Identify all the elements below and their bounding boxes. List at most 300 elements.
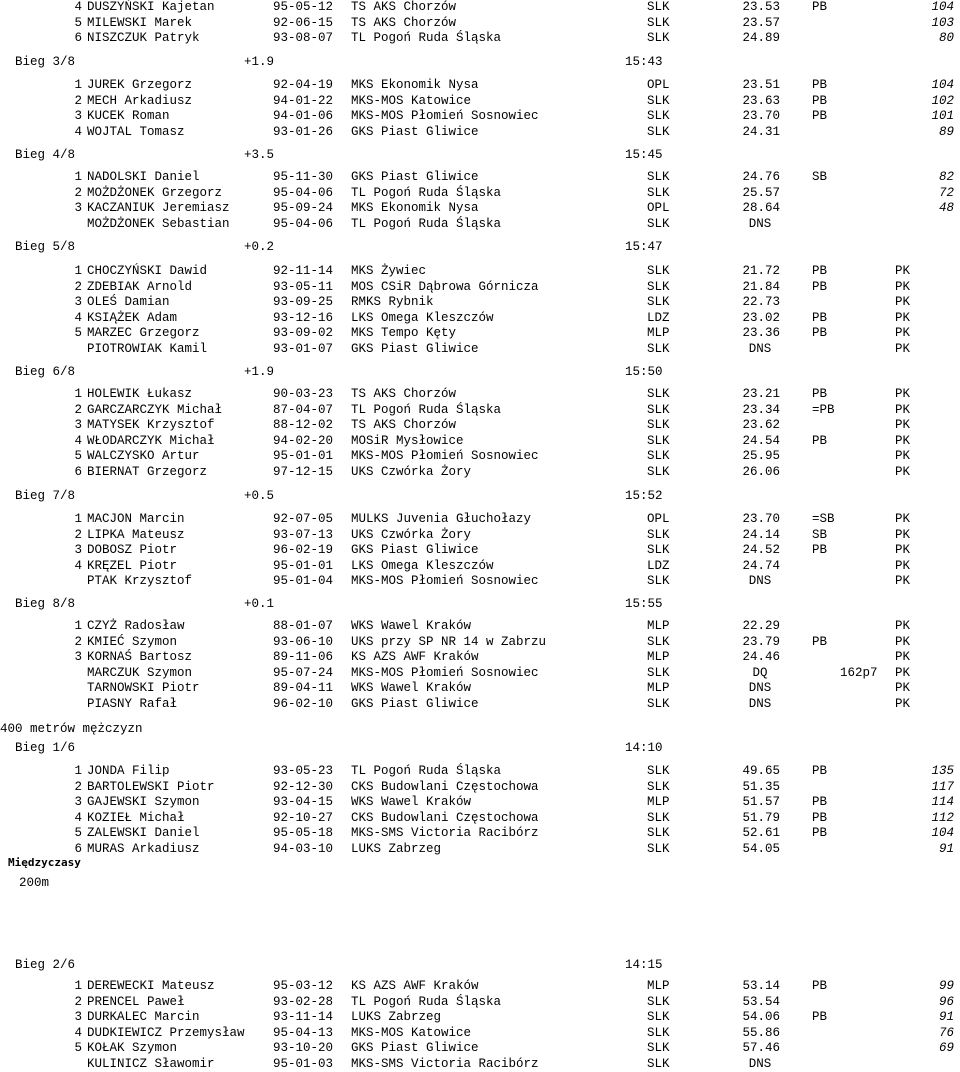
heat-header (0, 55, 960, 70)
result-row (0, 979, 960, 994)
birth-date: 95-04-13 (273, 1025, 334, 1040)
result-time: 23.21 (742, 387, 780, 401)
pk-flag: PK (895, 558, 911, 573)
athlete-name: DUDKIEWICZ Przemysław (87, 1025, 245, 1040)
club-name: MKS-MOS Katowice (351, 1025, 472, 1040)
result-row (0, 764, 960, 779)
club-name: GKS Piast Gliwice (351, 341, 479, 356)
region-code: SLK (647, 216, 670, 231)
birth-date: 93-09-25 (273, 295, 334, 309)
place: 5 (74, 449, 82, 463)
result-time: 24.46 (742, 650, 780, 664)
points: 114 (931, 795, 954, 809)
splits-label-line (0, 855, 960, 870)
athlete-name: GARCZARCZYK Michał (87, 402, 223, 417)
place: 3 (74, 650, 82, 664)
result-row (0, 780, 960, 795)
club-name: KS AZS AWF Kraków (351, 650, 479, 664)
athlete-name: CHOCZYŃSKI Dawid (87, 264, 208, 278)
heat-label: Bieg 3/8 (15, 55, 76, 69)
athlete-name: LIPKA Mateusz (87, 527, 185, 542)
athlete-name: MATYSEK Krzysztof (87, 418, 215, 432)
record-badge: PB (812, 387, 828, 401)
result-row (0, 387, 960, 402)
pk-flag: PK (895, 464, 911, 479)
region-code: SLK (647, 93, 670, 108)
region-code: LDZ (647, 310, 670, 325)
result-time: 23.70 (742, 109, 780, 123)
place: 3 (74, 543, 82, 557)
club-name: MKS-MOS Płomień Sosnowiec (351, 109, 539, 123)
birth-date: 90-03-23 (273, 387, 334, 401)
result-row (0, 418, 960, 433)
region-code: SLK (647, 279, 670, 294)
points: 76 (938, 1025, 954, 1040)
athlete-name: KSIĄŻEK Adam (87, 310, 178, 325)
record-badge: PB (812, 433, 828, 448)
place: 4 (74, 433, 82, 448)
result-row (0, 1026, 960, 1041)
pk-flag: PK (895, 650, 911, 664)
place: 1 (74, 387, 82, 401)
result-time: 24.74 (742, 558, 780, 573)
place: 3 (74, 418, 82, 432)
region-code: SLK (647, 387, 670, 401)
birth-date: 93-02-28 (273, 994, 334, 1009)
athlete-name: MURAS Arkadiusz (87, 841, 200, 856)
athlete-name: DOBOSZ Piotr (87, 543, 178, 557)
result-time: 28.64 (742, 201, 780, 215)
place: 1 (74, 764, 82, 778)
region-code: SLK (647, 341, 670, 356)
points: 72 (938, 185, 954, 200)
region-code: SLK (647, 1041, 670, 1055)
heat-header (0, 741, 960, 756)
record-badge: PB (812, 109, 828, 123)
heat-header (0, 958, 960, 973)
club-name: TL Pogoń Ruda Śląska (351, 216, 502, 231)
result-row (0, 650, 960, 665)
club-name: TS AKS Chorzów (351, 387, 457, 401)
result-time: 23.57 (742, 15, 780, 30)
athlete-name: MECH Arkadiusz (87, 93, 193, 108)
points: 96 (938, 994, 954, 1009)
pk-flag: PK (895, 512, 911, 526)
result-row (0, 1041, 960, 1056)
result-time: 26.06 (742, 464, 780, 479)
result-row (0, 217, 960, 232)
region-code: SLK (647, 634, 670, 649)
birth-date: 93-01-07 (273, 341, 334, 356)
club-name: GKS Piast Gliwice (351, 124, 479, 139)
birth-date: 94-01-22 (273, 93, 334, 108)
place: 2 (74, 185, 82, 200)
result-row (0, 94, 960, 109)
region-code: SLK (647, 418, 670, 432)
result-time: 23.79 (742, 634, 780, 649)
result-row (0, 559, 960, 574)
club-name: MOSiR Mysłowice (351, 433, 464, 448)
birth-date: 95-09-24 (273, 201, 334, 215)
birth-date: 93-08-07 (273, 31, 334, 45)
place: 2 (74, 527, 82, 542)
birth-date: 95-01-01 (273, 558, 334, 573)
result-time: 24.89 (742, 31, 780, 45)
heat-label: Bieg 4/8 (15, 148, 76, 162)
place: 4 (74, 1025, 82, 1040)
record-badge: PB (812, 326, 828, 340)
place: 1 (74, 512, 82, 526)
result-time: 23.53 (742, 0, 780, 14)
birth-date: 95-03-12 (273, 979, 334, 993)
place: 4 (74, 0, 82, 14)
result-time: 51.79 (742, 810, 780, 825)
club-name: LKS Omega Kleszczów (351, 310, 494, 325)
club-name: MKS Ekonomik Nysa (351, 78, 479, 92)
club-name: WKS Wawel Kraków (351, 795, 472, 809)
start-time: 15:43 (625, 55, 663, 69)
club-name: MKS-MOS Płomień Sosnowiec (351, 665, 539, 680)
place: 2 (74, 402, 82, 417)
region-code: SLK (647, 185, 670, 200)
result-time: 54.06 (742, 1010, 780, 1024)
athlete-name: BARTOLEWSKI Piotr (87, 779, 215, 794)
place: 2 (74, 279, 82, 294)
result-time: 21.84 (742, 279, 780, 294)
pk-flag: PK (895, 681, 911, 695)
athlete-name: KACZANIUK Jeremiasz (87, 201, 230, 215)
athlete-name: WALCZYSKO Artur (87, 449, 200, 463)
athlete-name: CZYŻ Radosław (87, 619, 185, 633)
record-badge: PB (812, 979, 828, 993)
region-code: MLP (647, 795, 670, 809)
wind-value: +0.2 (244, 240, 275, 254)
start-time: 15:52 (625, 489, 663, 503)
club-name: MKS-MOS Płomień Sosnowiec (351, 449, 539, 463)
result-time: 23.63 (742, 93, 780, 108)
athlete-name: MILEWSKI Marek (87, 15, 193, 30)
result-row (0, 512, 960, 527)
athlete-name: GAJEWSKI Szymon (87, 795, 200, 809)
result-time: 24.76 (742, 170, 780, 184)
athlete-name: PIASNY Rafał (87, 696, 178, 711)
result-row (0, 0, 960, 15)
athlete-name: ZALEWSKI Daniel (87, 826, 200, 840)
athlete-name: MOŻDŻONEK Grzegorz (87, 185, 223, 200)
place: 1 (74, 979, 82, 993)
result-row (0, 1057, 960, 1072)
region-code: SLK (647, 433, 670, 448)
place: 2 (74, 93, 82, 108)
club-name: TS AKS Chorzów (351, 0, 457, 14)
birth-date: 93-04-15 (273, 795, 334, 809)
pk-flag: PK (895, 665, 911, 680)
result-row (0, 125, 960, 140)
place: 6 (74, 464, 82, 479)
status-code: DQ (752, 665, 768, 680)
birth-date: 92-10-27 (273, 810, 334, 825)
result-row (0, 465, 960, 480)
pk-flag: PK (895, 543, 911, 557)
record-badge: PB (812, 764, 828, 778)
result-time: 24.14 (742, 527, 780, 542)
region-code: MLP (647, 681, 670, 695)
points: 104 (931, 0, 954, 14)
region-code: MLP (647, 619, 670, 633)
athlete-name: WOJTAL Tomasz (87, 124, 185, 139)
pk-flag: PK (895, 279, 911, 294)
result-row (0, 543, 960, 558)
pk-flag: PK (895, 619, 911, 633)
region-code: SLK (647, 665, 670, 680)
club-name: GKS Piast Gliwice (351, 170, 479, 184)
region-code: SLK (647, 31, 670, 45)
start-time: 15:55 (625, 597, 663, 611)
place: 1 (74, 170, 82, 184)
pk-flag: PK (895, 264, 911, 278)
club-name: UKS Czwórka Żory (351, 464, 472, 479)
club-name: RMKS Rybnik (351, 295, 434, 309)
points: 89 (938, 124, 954, 139)
birth-date: 94-01-06 (273, 109, 334, 123)
points: 101 (931, 109, 954, 123)
birth-date: 96-02-19 (273, 543, 334, 557)
birth-date: 95-04-06 (273, 216, 334, 231)
place: 4 (74, 558, 82, 573)
record-badge: PB (812, 0, 828, 14)
club-name: MKS Ekonomik Nysa (351, 201, 479, 215)
rule-reference: 162p7 (840, 665, 878, 680)
region-code: SLK (647, 124, 670, 139)
result-time: 51.57 (742, 795, 780, 809)
club-name: MKS Tempo Kęty (351, 326, 457, 340)
athlete-name: KULINICZ Sławomir (87, 1056, 215, 1071)
record-badge: PB (812, 264, 828, 278)
club-name: MULKS Juvenia Głuchołazy (351, 512, 532, 526)
result-time: 54.05 (742, 841, 780, 856)
birth-date: 92-04-19 (273, 78, 334, 92)
athlete-name: WŁODARCZYK Michał (87, 433, 215, 448)
split-distance: 200m (19, 876, 50, 890)
result-time: 53.54 (742, 994, 780, 1009)
result-row (0, 619, 960, 634)
result-time: 49.65 (742, 764, 780, 778)
wind-value: +3.5 (244, 148, 275, 162)
heat-label: Bieg 6/8 (15, 365, 76, 379)
result-time: 52.61 (742, 826, 780, 840)
region-code: SLK (647, 841, 670, 856)
result-row (0, 78, 960, 93)
club-name: TL Pogoń Ruda Śląska (351, 402, 502, 417)
club-name: MKS-SMS Victoria Racibórz (351, 826, 539, 840)
region-code: SLK (647, 449, 670, 463)
athlete-name: KUCEK Roman (87, 109, 170, 123)
place: 1 (74, 78, 82, 92)
birth-date: 88-12-02 (273, 418, 334, 432)
birth-date: 97-12-15 (273, 464, 334, 479)
region-code: SLK (647, 1025, 670, 1040)
athlete-name: KOZIEŁ Michał (87, 810, 185, 825)
birth-date: 93-12-16 (273, 310, 334, 325)
club-name: MKS-MOS Płomień Sosnowiec (351, 574, 539, 588)
region-code: SLK (647, 527, 670, 542)
result-row (0, 170, 960, 185)
wind-value: +1.9 (244, 365, 275, 379)
points: 80 (938, 31, 954, 45)
pk-flag: PK (895, 433, 911, 448)
region-code: SLK (647, 109, 670, 123)
pk-flag: PK (895, 634, 911, 649)
athlete-name: BIERNAT Grzegorz (87, 464, 208, 479)
result-time: 22.29 (742, 619, 780, 633)
record-badge: PB (812, 1010, 828, 1024)
athlete-name: DEREWECKI Mateusz (87, 979, 215, 993)
points: 104 (931, 78, 954, 92)
place: 6 (74, 841, 82, 856)
place: 3 (74, 1010, 82, 1024)
birth-date: 94-02-20 (273, 433, 334, 448)
birth-date: 95-01-01 (273, 449, 334, 463)
place: 3 (74, 109, 82, 123)
result-time: 21.72 (742, 264, 780, 278)
athlete-name: MACJON Marcin (87, 512, 185, 526)
result-row (0, 528, 960, 543)
club-name: UKS Czwórka Żory (351, 527, 472, 542)
points: 117 (931, 779, 954, 794)
points: 135 (931, 764, 954, 778)
heat-header (0, 597, 960, 612)
heat-label: Bieg 1/6 (15, 741, 76, 755)
birth-date: 92-06-15 (273, 15, 334, 30)
region-code: MLP (647, 650, 670, 664)
result-time: 57.46 (742, 1041, 780, 1055)
pk-flag: PK (895, 402, 911, 417)
result-row (0, 795, 960, 810)
club-name: WKS Wawel Kraków (351, 681, 472, 695)
region-code: SLK (647, 295, 670, 309)
place: 5 (74, 15, 82, 30)
status-code: DNS (748, 681, 772, 695)
birth-date: 89-11-06 (273, 650, 334, 664)
athlete-name: DURKALEC Marcin (87, 1010, 200, 1024)
result-time: 24.31 (742, 124, 780, 139)
place: 3 (74, 795, 82, 809)
result-row (0, 280, 960, 295)
result-time: 53.14 (742, 979, 780, 993)
pk-flag: PK (895, 418, 911, 432)
birth-date: 95-01-04 (273, 574, 334, 588)
record-badge: SB (812, 527, 828, 542)
club-name: WKS Wawel Kraków (351, 619, 472, 633)
birth-date: 93-05-23 (273, 764, 334, 778)
athlete-name: KMIEĆ Szymon (87, 634, 178, 649)
place: 3 (74, 201, 82, 215)
start-time: 15:45 (625, 148, 663, 162)
pk-flag: PK (895, 295, 911, 309)
wind-value: +0.5 (244, 489, 275, 503)
birth-date: 92-11-14 (273, 264, 334, 278)
birth-date: 95-05-18 (273, 826, 334, 840)
club-name: MKS Żywiec (351, 264, 427, 278)
splits-label: Międzyczasy (8, 856, 81, 869)
athlete-name: KRĘZEL Piotr (87, 558, 178, 573)
place: 2 (74, 994, 82, 1009)
club-name: CKS Budowlani Częstochowa (351, 810, 539, 825)
points: 99 (938, 979, 954, 993)
record-badge: PB (812, 279, 828, 294)
heat-label: Bieg 7/8 (15, 489, 76, 503)
wind-value: +0.1 (244, 597, 275, 611)
result-time: 24.52 (742, 543, 780, 557)
result-row (0, 574, 960, 589)
birth-date: 95-04-06 (273, 185, 334, 200)
club-name: GKS Piast Gliwice (351, 696, 479, 711)
region-code: SLK (647, 402, 670, 417)
region-code: SLK (647, 170, 670, 184)
athlete-name: PIOTROWIAK Kamil (87, 341, 208, 356)
record-badge: PB (812, 634, 828, 649)
result-row (0, 826, 960, 841)
pk-flag: PK (895, 696, 911, 711)
club-name: TS AKS Chorzów (351, 418, 457, 432)
region-code: SLK (647, 810, 670, 825)
athlete-name: PTAK Krzysztof (87, 574, 193, 588)
heat-header (0, 240, 960, 255)
region-code: MLP (647, 326, 670, 340)
athlete-name: NISZCZUK Patryk (87, 31, 200, 45)
place: 6 (74, 31, 82, 45)
region-code: SLK (647, 543, 670, 557)
place: 1 (74, 264, 82, 278)
pk-flag: PK (895, 326, 911, 340)
result-row (0, 666, 960, 681)
heat-label: Bieg 8/8 (15, 597, 76, 611)
birth-date: 93-05-11 (273, 279, 334, 294)
result-row (0, 186, 960, 201)
region-code: OPL (647, 201, 670, 215)
result-time: 23.70 (742, 512, 780, 526)
place: 5 (74, 826, 82, 840)
athlete-name: KORNAŚ Bartosz (87, 650, 193, 664)
place: 4 (74, 810, 82, 825)
club-name: MKS-SMS Victoria Racibórz (351, 1056, 539, 1071)
result-time: 25.57 (742, 185, 780, 200)
place: 2 (74, 634, 82, 649)
birth-date: 92-07-05 (273, 512, 334, 526)
event-title-line (0, 722, 960, 737)
heat-label: Bieg 5/8 (15, 240, 76, 254)
points: 91 (938, 1010, 954, 1024)
result-time: 23.36 (742, 326, 780, 340)
athlete-name: KOŁAK Szymon (87, 1041, 178, 1055)
status-code: DNS (748, 216, 772, 231)
start-time: 14:10 (625, 741, 663, 755)
birth-date: 88-01-07 (273, 619, 334, 633)
start-time: 15:47 (625, 240, 663, 254)
result-time: 22.73 (742, 295, 780, 309)
heat-header (0, 148, 960, 163)
birth-date: 95-11-30 (273, 170, 334, 184)
club-name: TS AKS Chorzów (351, 15, 457, 30)
pk-flag: PK (895, 574, 911, 588)
birth-date: 87-04-07 (273, 402, 334, 417)
club-name: LKS Omega Kleszczów (351, 558, 494, 573)
birth-date: 95-07-24 (273, 665, 334, 680)
points: 112 (931, 810, 954, 825)
points: 48 (938, 201, 954, 215)
athlete-name: TARNOWSKI Piotr (87, 681, 200, 695)
pk-flag: PK (895, 310, 911, 325)
